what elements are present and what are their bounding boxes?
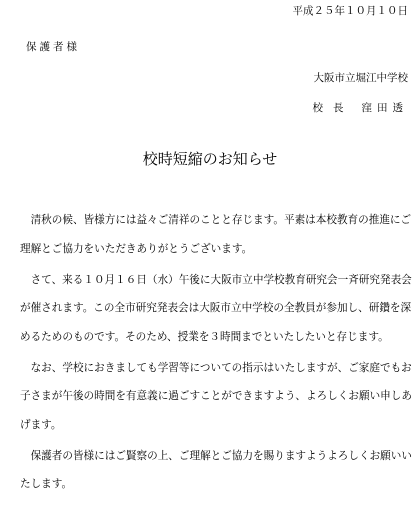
sender-name: 窪田透 [361,102,408,114]
paragraph-greeting: 清秋の候、皆様方には益々ご清祥のことと存じます。平素は本校教育の推進にご理解とご協力をいただきありがとうございます。 [20,214,412,255]
paragraph-request: なお、学校におきましても学習等についての指示はいたしますが、ご家庭でもお子さまが午後の時間を有意義に過ごすことができますよう、よろしくお願い申しあげます。 [20,361,412,431]
document-body [20,206,416,501]
sender-role: 校長 [312,102,354,114]
paragraph-announcement: さて、来る１０月１６日（水）午後に大阪市立中学校教育研究会一斉研究発表会が催されます。この全市研究発表会は大阪市立中学校の全教員が参加し、研鑽を深めるためのものです。そのため、授業を３時間までといたしたいと存じます。 [20,273,412,343]
addressee: 保護者様 [26,41,80,53]
paragraph-closing: 保護者の皆様にはご賢察の上、ご理解とご協力を賜りますようよろしくお願いいたします。 [20,449,412,490]
sender-signature [313,100,409,115]
document-title: 校時短縮のお知らせ [142,150,278,168]
sender-school: 大阪市立堀江中学校 [313,72,408,84]
document-date: 平成２５年１０月１０日 [292,5,408,17]
